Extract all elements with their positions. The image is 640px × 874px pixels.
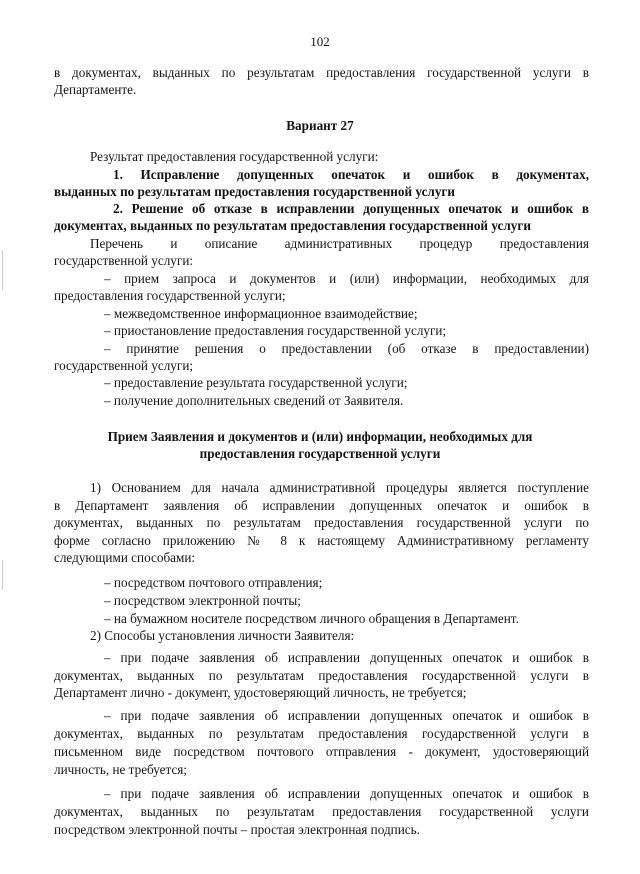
scan-edge-mark <box>2 560 3 590</box>
result-item: выданных по результатам предоставления государственной услуги <box>54 184 455 199</box>
procedure-item: – межведомственное информационное взаимодействие; <box>104 306 418 321</box>
way-item: – на бумажном носителе посредством личного обращения в Департамент. <box>104 611 519 626</box>
way-item: – посредством почтового отправления; <box>104 575 323 590</box>
identity-item: документах, выданных по результатам предоставления государственной услуги в <box>54 668 589 683</box>
variant-title: Вариант 27 <box>286 118 354 133</box>
identity-item: посредством электронной почты – простая электронная подпись. <box>54 822 420 837</box>
result-item: 2. Решение об отказе в исправлении допущенных опечаток и ошибок в <box>113 201 589 216</box>
page-number: 102 <box>310 34 330 49</box>
intro-line: Департаменте. <box>54 82 137 97</box>
paragraph-1: форме согласно приложению № 8 к настоящему Административному регламенту <box>54 533 589 548</box>
procedure-item: предоставления государственной услуги; <box>54 288 286 303</box>
procedure-item: – прием запроса и документов и (или) информации, необходимых для <box>104 271 589 286</box>
procedure-item: – получение дополнительных сведений от Заявителя. <box>104 393 404 408</box>
procedures-intro: государственной услуги: <box>54 253 194 268</box>
identity-item: Департамент лично - документ, удостоверяющий личность, не требуется; <box>54 685 467 700</box>
intro-line: в документах, выданных по результатам предоставления государственной услуги в <box>54 65 589 80</box>
identity-item: – при подаче заявления об исправлении допущенных опечаток и ошибок в <box>104 786 589 801</box>
scan-edge-mark <box>2 250 3 290</box>
section-title: предоставления государственной услуги <box>199 446 441 461</box>
identity-item: – при подаче заявления об исправлении допущенных опечаток и ошибок в <box>104 650 589 665</box>
procedure-item: – предоставление результата государственной услуги; <box>104 375 408 390</box>
identity-item: документах, выданных по результатам предоставления государственной услуги <box>54 804 589 819</box>
paragraph-2-heading: 2) Способы установления личности Заявителя: <box>90 628 355 643</box>
procedures-intro: Перечень и описание административных процедур предоставления <box>90 236 589 251</box>
result-heading: Результат предоставления государственной услуги: <box>90 149 379 164</box>
identity-item: личность, не требуется; <box>54 762 188 777</box>
paragraph-1: документах, выданных по результатам предоставления государственной услуги по <box>54 515 589 530</box>
procedure-item: – принятие решения о предоставлении (об отказе в предоставлении) <box>104 341 589 356</box>
result-item: документах, выданных по результатам предоставления государственной услуги <box>54 218 531 233</box>
way-item: – посредством электронной почты; <box>104 593 301 608</box>
section-title: Прием Заявления и документов и (или) информации, необходимых для <box>107 429 533 444</box>
procedure-item: государственной услуги; <box>54 358 194 373</box>
paragraph-1: 1) Основанием для начала административной процедуры является поступление <box>90 480 589 495</box>
procedure-item: – приостановление предоставления государственной услуги; <box>104 323 447 338</box>
paragraph-1: следующими способами: <box>54 550 196 565</box>
paragraph-1: в Департамент заявления об исправлении допущенных опечаток и ошибок в <box>54 498 589 513</box>
identity-item: письменном виде посредством почтового отправления - документ, удостоверяющий <box>54 744 589 759</box>
identity-item: документах, выданных по результатам предоставления государственной услуги в <box>54 726 589 741</box>
result-item: 1. Исправление допущенных опечаток и ошибок в документах, <box>113 167 589 182</box>
identity-item: – при подаче заявления об исправлении допущенных опечаток и ошибок в <box>104 708 589 723</box>
